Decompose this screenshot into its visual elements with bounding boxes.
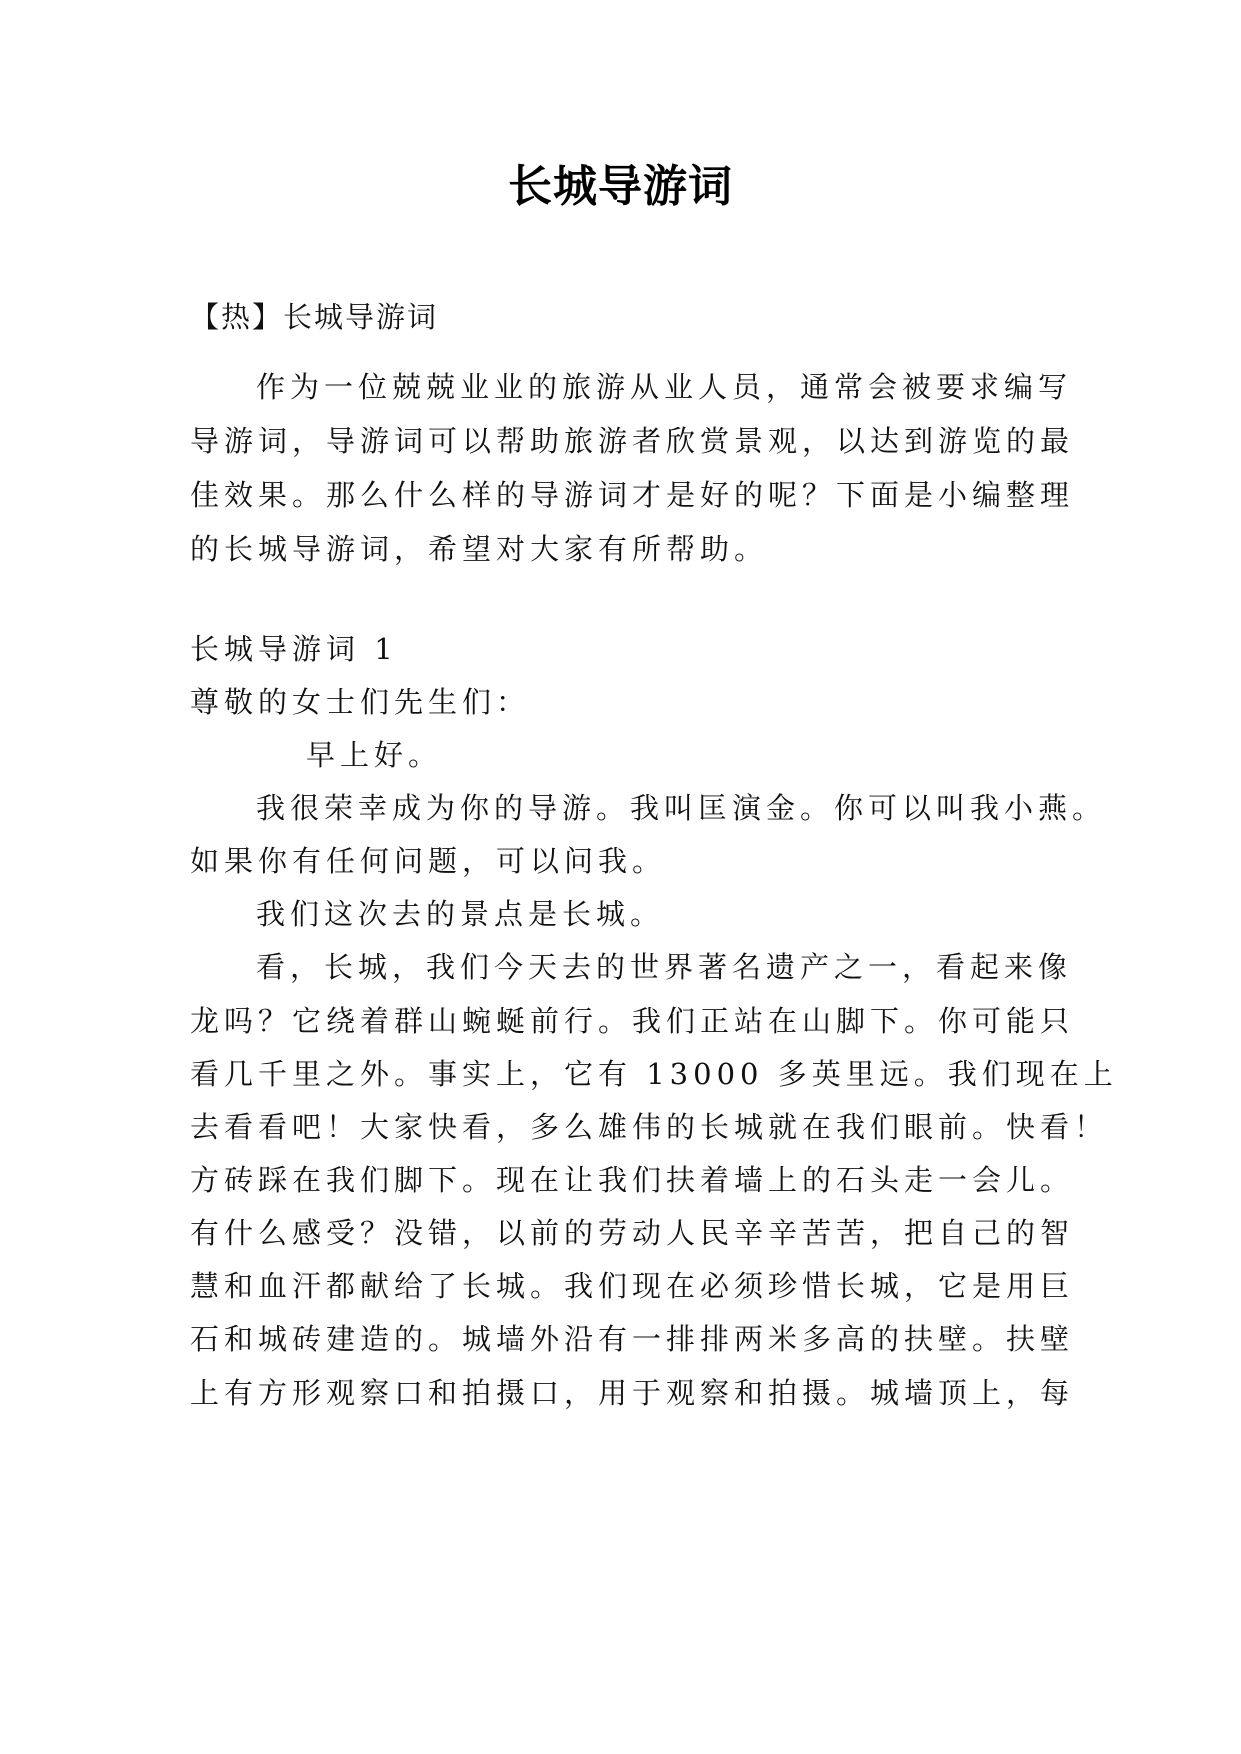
good-morning: 早上好。	[306, 738, 443, 772]
intro-line: 作为一位兢兢业业的旅游从业人员，通常会被要求编写	[256, 370, 1073, 404]
intro-line: 导游词，导游词可以帮助旅游者欣赏景观，以达到游览的最	[190, 424, 1075, 458]
body-line: 如果你有任何问题，可以问我。	[190, 844, 667, 878]
body-line: 有什么感受？没错，以前的劳动人民辛辛苦苦，把自己的智	[190, 1216, 1075, 1250]
body-line: 方砖踩在我们脚下。现在让我们扶着墙上的石头走一会儿。	[190, 1163, 1075, 1197]
body-line: 石和城砖建造的。城墙外沿有一排排两米多高的扶壁。扶壁	[190, 1322, 1075, 1356]
intro-line: 的长城导游词，希望对大家有所帮助。	[190, 532, 769, 566]
section-heading: 长城导游词 1	[190, 632, 398, 666]
body-line: 慧和血汗都献给了长城。我们现在必须珍惜长城，它是用巨	[190, 1269, 1075, 1303]
body-line: 我们这次去的景点是长城。	[256, 897, 665, 931]
document-subtitle: 【热】长城导游词	[190, 300, 439, 334]
body-line: 去看看吧！大家快看，多么雄伟的长城就在我们眼前。快看！	[190, 1110, 1109, 1144]
body-line: 上有方形观察口和拍摄口，用于观察和拍摄。城墙顶上，每	[190, 1376, 1075, 1410]
greeting: 尊敬的女士们先生们：	[190, 685, 531, 719]
intro-line: 佳效果。那么什么样的导游词才是好的呢？下面是小编整理	[190, 478, 1075, 512]
body-line: 看几千里之外。事实上，它有 13000 多英里远。我们现在上	[190, 1057, 1118, 1091]
body-line: 我很荣幸成为你的导游。我叫匡演金。你可以叫我小燕。	[256, 791, 1107, 825]
body-line: 看，长城，我们今天去的世界著名遗产之一，看起来像	[256, 950, 1073, 984]
page-title: 长城导游词	[508, 161, 733, 212]
body-line: 龙吗？它绕着群山蜿蜒前行。我们正站在山脚下。你可能只	[190, 1004, 1075, 1038]
